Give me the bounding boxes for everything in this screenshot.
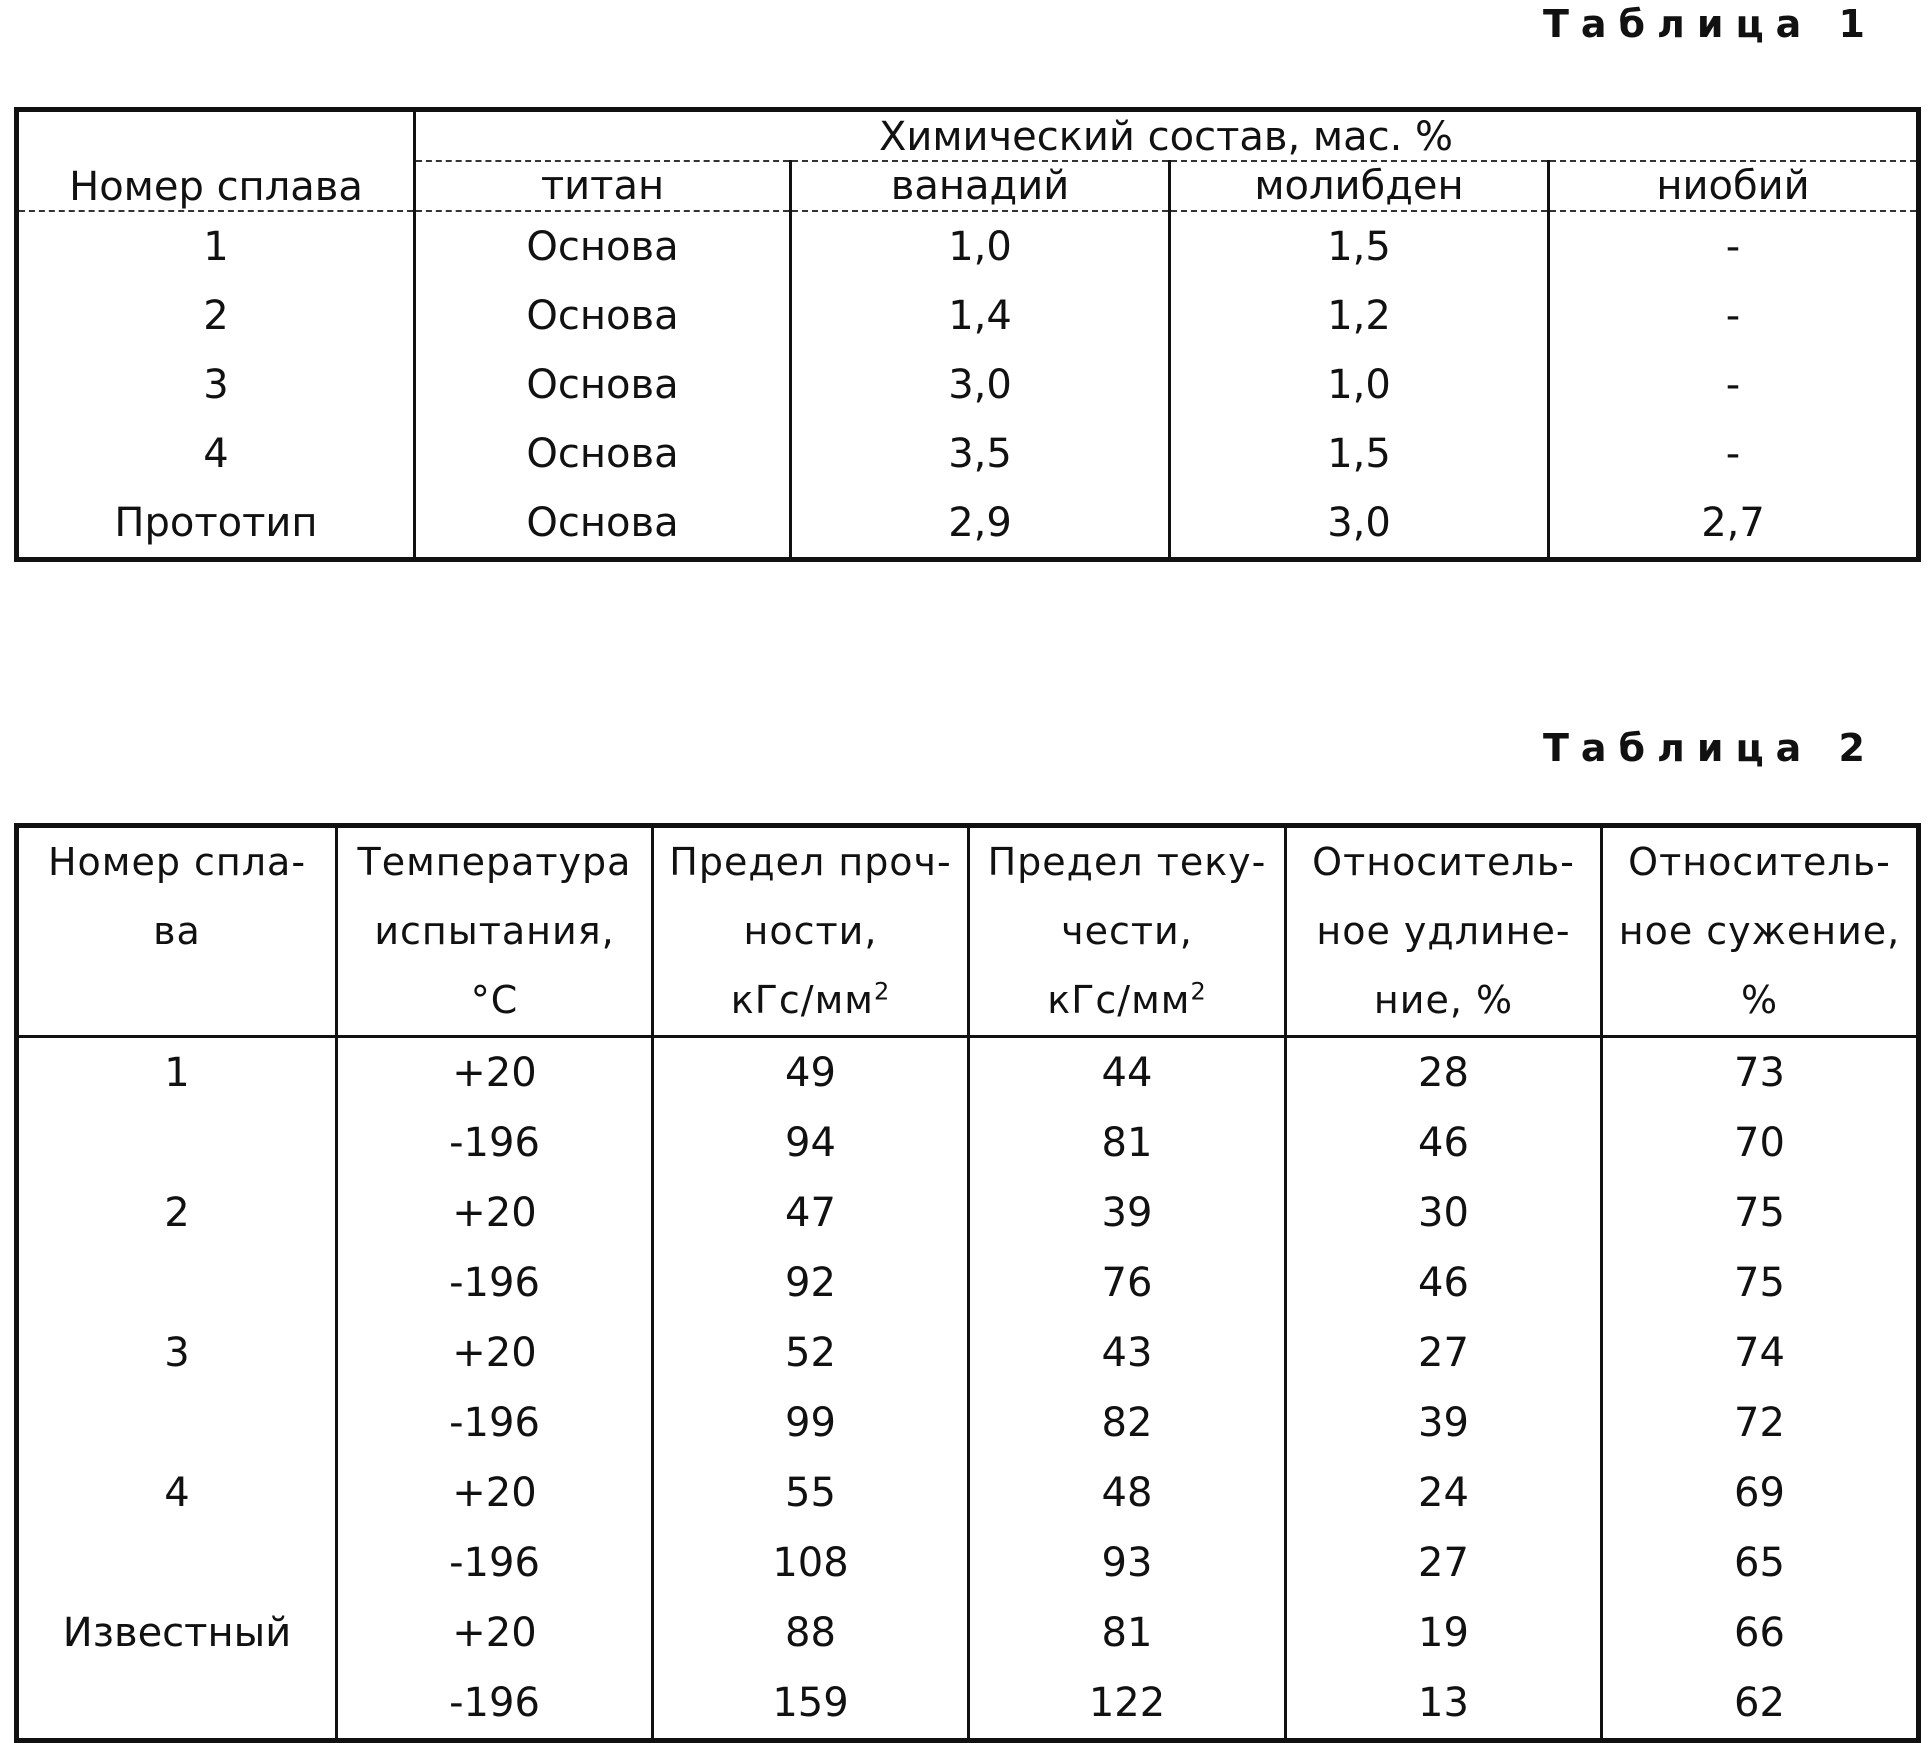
- table-row: [17, 211, 1919, 281]
- t1-cell: Основа: [415, 419, 791, 488]
- t2-header-line: [1603, 897, 1916, 966]
- t1-cell: 3,0: [1170, 488, 1549, 560]
- t2-cell: 43: [969, 1318, 1286, 1388]
- t2-header-line: [338, 966, 651, 1035]
- t2-cell: [17, 1388, 337, 1458]
- t2-cell: 74: [1602, 1318, 1919, 1388]
- t2-cell: [17, 1528, 337, 1598]
- t2-header-text: °С: [470, 978, 519, 1022]
- t1-cell: 1,5: [1170, 211, 1549, 281]
- t2-header-line: [1603, 966, 1916, 1035]
- t2-cell: 108: [653, 1528, 969, 1598]
- t2-header-row: [17, 826, 1919, 1037]
- t1-cell: -: [1549, 281, 1919, 350]
- t2-cell: 44: [969, 1037, 1286, 1109]
- t2-cell: 13: [1286, 1668, 1602, 1741]
- t2-header-line: [19, 828, 335, 897]
- t1-cell: 1,0: [1170, 350, 1549, 419]
- t1-header-titanium: титан: [415, 161, 791, 211]
- t1-cell-alloy-number: 4: [17, 419, 415, 488]
- table-row: [17, 1388, 1919, 1458]
- t2-header-text: Предел теку-: [987, 840, 1267, 884]
- t2-cell: +20: [337, 1318, 653, 1388]
- t2-header-line: [338, 897, 651, 966]
- t2-header-superscript: 2: [873, 977, 891, 1006]
- t1-cell: Основа: [415, 350, 791, 419]
- t2-header-cell: [1286, 826, 1602, 1037]
- t2-cell: 27: [1286, 1528, 1602, 1598]
- t2-header-text: ва: [153, 909, 201, 953]
- t1-body: [17, 211, 1919, 560]
- t2-header-text: Температура: [357, 840, 632, 884]
- t2-cell: +20: [337, 1037, 653, 1109]
- t2-cell: 47: [653, 1178, 969, 1248]
- table-row: [17, 488, 1919, 560]
- t2-cell: 48: [969, 1458, 1286, 1528]
- t2-cell: +20: [337, 1458, 653, 1528]
- table2-mechanical-properties: [14, 823, 1921, 1743]
- t2-cell: 99: [653, 1388, 969, 1458]
- t2-cell: 2: [17, 1178, 337, 1248]
- t1-cell: 1,2: [1170, 281, 1549, 350]
- t2-cell: 73: [1602, 1037, 1919, 1109]
- t2-header-line: [1287, 966, 1600, 1035]
- t1-cell: -: [1549, 419, 1919, 488]
- t1-cell: -: [1549, 350, 1919, 419]
- t2-cell: 24: [1286, 1458, 1602, 1528]
- t2-cell: 27: [1286, 1318, 1602, 1388]
- t1-cell: 1,4: [791, 281, 1170, 350]
- t1-cell-alloy-number: 3: [17, 350, 415, 419]
- t2-cell: 88: [653, 1598, 969, 1668]
- table-row: [17, 1178, 1919, 1248]
- t1-cell-alloy-number: Прототип: [17, 488, 415, 560]
- t1-cell: 3,0: [791, 350, 1170, 419]
- t1-cell: 1,0: [791, 211, 1170, 281]
- t2-header-text: ние, %: [1373, 978, 1514, 1022]
- t2-header-text: испытания,: [374, 909, 615, 953]
- table-row: [17, 419, 1919, 488]
- t2-header-text: %: [1740, 978, 1779, 1022]
- t2-header-line: [654, 966, 967, 1035]
- t2-cell: [17, 1248, 337, 1318]
- t2-cell: 39: [1286, 1388, 1602, 1458]
- table-row: [17, 1037, 1919, 1109]
- t2-header-text: Номер спла-: [47, 840, 307, 884]
- t2-cell: -196: [337, 1528, 653, 1598]
- t2-cell: 81: [969, 1108, 1286, 1178]
- t2-cell: 3: [17, 1318, 337, 1388]
- t1-header-molybdenum: молибден: [1170, 161, 1549, 211]
- t2-header-text: ности,: [743, 909, 878, 953]
- t2-cell: 30: [1286, 1178, 1602, 1248]
- t2-cell: -196: [337, 1248, 653, 1318]
- t2-header-line: [970, 828, 1284, 897]
- t2-cell: 93: [969, 1528, 1286, 1598]
- t2-cell: 49: [653, 1037, 969, 1109]
- t2-cell: 46: [1286, 1108, 1602, 1178]
- t2-cell: 92: [653, 1248, 969, 1318]
- t2-header-cell: [17, 826, 337, 1037]
- table1-chemical-composition: [14, 107, 1921, 562]
- table-row: [17, 1458, 1919, 1528]
- t1-cell: 2,7: [1549, 488, 1919, 560]
- t2-header-line: [970, 897, 1284, 966]
- t2-header-cell: [1602, 826, 1919, 1037]
- table-row: [17, 1318, 1919, 1388]
- t2-cell: 159: [653, 1668, 969, 1741]
- t1-header-composition-group: Химический состав, мас. %: [415, 110, 1919, 162]
- t2-header-cell: [337, 826, 653, 1037]
- t2-cell: 69: [1602, 1458, 1919, 1528]
- t1-cell: Основа: [415, 488, 791, 560]
- t2-header-text: ное удлине-: [1316, 909, 1571, 953]
- t2-cell: 66: [1602, 1598, 1919, 1668]
- t1-cell: -: [1549, 211, 1919, 281]
- t2-header-line: [19, 897, 335, 966]
- t2-header-line: [654, 828, 967, 897]
- t2-header-line: [338, 828, 651, 897]
- t2-cell: 46: [1286, 1248, 1602, 1318]
- t2-header-line: [654, 897, 967, 966]
- t1-cell: 1,5: [1170, 419, 1549, 488]
- table2-caption: Таблица 2: [1542, 726, 1877, 770]
- t2-cell: 1: [17, 1037, 337, 1109]
- table-row: [17, 1248, 1919, 1318]
- t2-header-line: [1287, 897, 1600, 966]
- t1-cell: Основа: [415, 211, 791, 281]
- t2-header-text: Предел проч-: [669, 840, 952, 884]
- t2-cell: -196: [337, 1388, 653, 1458]
- t1-cell: 3,5: [791, 419, 1170, 488]
- t2-cell: 72: [1602, 1388, 1919, 1458]
- t1-cell-alloy-number: 1: [17, 211, 415, 281]
- t2-cell: 75: [1602, 1248, 1919, 1318]
- t2-cell: 52: [653, 1318, 969, 1388]
- t2-header-text: Относитель-: [1312, 840, 1575, 884]
- t1-header-niobium: ниобий: [1549, 161, 1919, 211]
- t2-header-line: [1287, 828, 1600, 897]
- t2-cell: 122: [969, 1668, 1286, 1741]
- t2-header-text: кГс/мм: [1047, 978, 1191, 1022]
- t1-cell: Основа: [415, 281, 791, 350]
- t2-cell: 75: [1602, 1178, 1919, 1248]
- t2-header-line: [970, 966, 1284, 1035]
- t2-cell: -196: [337, 1668, 653, 1741]
- t1-cell: 2,9: [791, 488, 1170, 560]
- t2-header-superscript: 2: [1190, 977, 1207, 1006]
- t2-cell: 4: [17, 1458, 337, 1528]
- t2-cell: +20: [337, 1178, 653, 1248]
- t2-cell: 81: [969, 1598, 1286, 1668]
- t2-cell: 82: [969, 1388, 1286, 1458]
- t2-cell: 70: [1602, 1108, 1919, 1178]
- t2-cell: 94: [653, 1108, 969, 1178]
- t2-cell: 65: [1602, 1528, 1919, 1598]
- t2-header-cell: [969, 826, 1286, 1037]
- t2-header-text: кГс/мм: [730, 978, 874, 1022]
- t2-header-text: ное сужение,: [1618, 909, 1901, 953]
- t2-cell: +20: [337, 1598, 653, 1668]
- t2-cell: -196: [337, 1108, 653, 1178]
- t2-cell: 28: [1286, 1037, 1602, 1109]
- t2-cell: 62: [1602, 1668, 1919, 1741]
- table-row: [17, 1528, 1919, 1598]
- t2-body: [17, 1037, 1919, 1741]
- table-row: [17, 281, 1919, 350]
- table1-caption: Таблица 1: [1542, 2, 1877, 46]
- t1-header-vanadium: ванадий: [791, 161, 1170, 211]
- t2-header-cell: [653, 826, 969, 1037]
- t2-header-line: [1603, 828, 1916, 897]
- t2-cell: 39: [969, 1178, 1286, 1248]
- t1-header-alloy-number: Номер сплава: [17, 110, 415, 212]
- table-row: [17, 350, 1919, 419]
- t2-cell: 55: [653, 1458, 969, 1528]
- t2-cell: 76: [969, 1248, 1286, 1318]
- t2-header-text: чести,: [1061, 909, 1193, 953]
- t2-cell: Известный: [17, 1598, 337, 1668]
- table-row: [17, 1108, 1919, 1178]
- t1-cell-alloy-number: 2: [17, 281, 415, 350]
- t2-cell: [17, 1108, 337, 1178]
- t2-header-text: Относитель-: [1628, 840, 1891, 884]
- t2-cell: 19: [1286, 1598, 1602, 1668]
- table-row: [17, 1598, 1919, 1668]
